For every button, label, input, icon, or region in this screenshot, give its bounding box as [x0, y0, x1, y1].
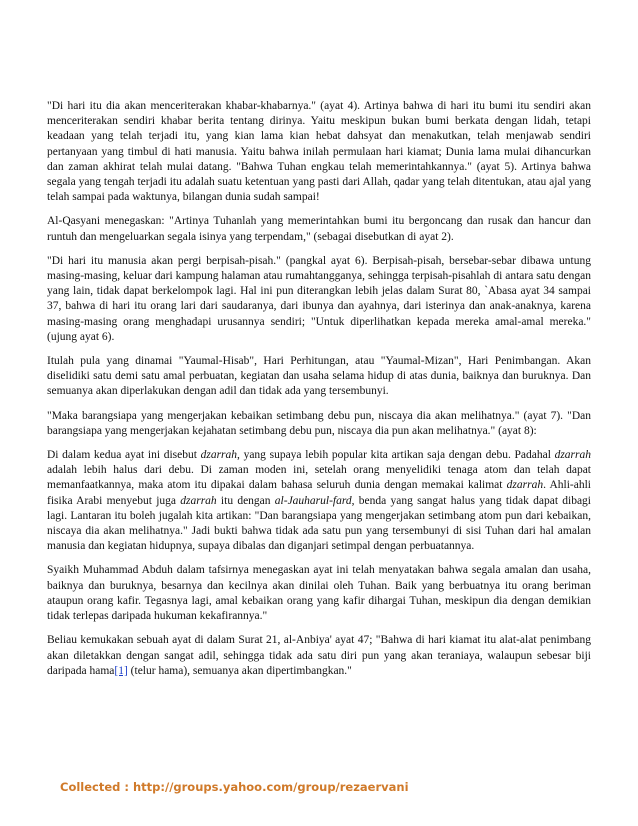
- document-body: [47, 99, 591, 688]
- paragraph-text: adalah lebih halus dari debu. Di zaman moden ini, setelah orang menyelidiki tenaga atom dan telah dapat memanfaatkannya, maka atom itu dipakai dalam bahasa seluruh dunia dengan memakai kalimat: [47, 464, 591, 492]
- paragraph-dzarrah: [47, 448, 591, 554]
- paragraph-ayat-7-8: [47, 409, 591, 439]
- italic-term-dzarrah: dzarrah: [554, 449, 591, 462]
- paragraph-text: "Di hari itu dia akan menceriterakan khabar-khabarnya." (ayat 4). Artinya bahwa di hari itu bumi itu sendiri akan menceriterakan sendiri khabar berita tentang dirinya. Yaitu meskipun bukan bumi berkata dengan lidah, tetapi keadaan yang telah terjadi itu, yang kian lama kian hebat dahsyat dan menakutkan, telah menjawab sendiri pertanyaan yang timbul di hati manusia. Yaitu bahwa inilah permulaan hari kiamat; Dunia lama mulai dihancurkan dan zaman akhirat telah mulai datang. "Bahwa Tuhan engkau telah memerintahkannya." (ayat 5). Artinya bahwa segala yang tengah terjadi itu adalah suatu ketentuan yang pasti dari Allah, qadar yang telah ditentukan, atau ajal yang telah sampai pada waktunya, bilangan dunia sudah sampai!: [47, 100, 591, 204]
- paragraph-text: Di dalam kedua ayat ini disebut: [47, 449, 201, 462]
- paragraph-al-qasyani: [47, 214, 591, 244]
- italic-term-dzarrah: dzarrah: [506, 479, 544, 492]
- paragraph-text: , yang supaya lebih popular kita artikan saja dengan debu. Padahal: [237, 449, 555, 462]
- italic-term-al-jauharul-fard: al-Jauharul-fard: [274, 494, 352, 507]
- paragraph-text: "Di hari itu manusia akan pergi berpisah-pisah." (pangkal ayat 6). Berpisah-pisah, bersebar-sebar dibawa untung masing-masing, keluar dari kampung halaman atau rumahtangganya, sehingga terpisah-pisahlah di antara satu dengan yang lain, tidak dapat berkelompok lagi. Hal ini pun diterangkan lebih jelas dalam Surat 80, `Abasa ayat 34 sampai 37, bahwa di hari itu orang lari dari saudaranya, dari ibunya dan ayahnya, dari isterinya dan anak-anaknya, karena masing-masing orang menghadapi urusannya sendiri; "Untuk diperlihatkan kepada mereka amal-amal mereka." (ujung ayat 6).: [47, 254, 591, 343]
- paragraph-text: . Ahli-ahli fisika Arabi menyebut juga: [47, 479, 592, 507]
- paragraph-muhammad-abduh: [47, 563, 591, 624]
- paragraph-text: Beliau kemukakan sebuah ayat di dalam Surat 21, al-Anbiya' ayat 47; "Bahwa di hari kiamat itu alat-alat penimbang akan diletakkan dengan sangat adil, sehingga tidak ada satu diri pun yang akan teraniaya, walaupun sebesar biji daripada hama: [47, 634, 591, 677]
- paragraph-text: Itulah pula yang dinamai "Yaumal-Hisab", Hari Perhitungan, atau "Yaumal-Mizan", Hari Penimbangan. Akan diselidiki satu demi satu amal perbuatan, kegiatan dan usaha selama hidup di atas dunia, baiknya dan buruknya. Dan semuanya akan diperlakukan dengan adil dan tidak ada yang tersembunyi.: [47, 355, 591, 398]
- paragraph-al-anbiya: [47, 633, 591, 679]
- footnote-link[interactable]: [1]: [114, 664, 128, 677]
- paragraph-text: , benda yang sangat halus yang tidak dapat dibagi lagi. Lantaran itu boleh jugalah kita artikan: "Dan barangsiapa yang mengerjakan setimbang atom pun dari kebaikan, niscaya dia akan melihatnya." Jadi bukti bahwa tidak ada satu pun yang tersembunyi di sisi Tuhan dari hal amalan manusia dan kegiatan hidupnya, supaya dibalas dan diganjari setimpal dengan perbuatannya.: [47, 494, 592, 553]
- paragraph-text: Syaikh Muhammad Abduh dalam tafsirnya menegaskan ayat ini telah menyatakan bahwa segala amalan dan usaha, baiknya dan buruknya, besarnya dan kecilnya akan dinilai oleh Tuhan. Baik yang berbuatnya itu orang beriman ataupun orang kafir. Tegasnya lagi, amal kebaikan orang yang kafir dihargai Tuhan, meskipun dia dengan demikian tidak terlepas daripada hukuman kekafirannya.": [47, 564, 591, 623]
- paragraph-text: itu dengan: [216, 494, 275, 507]
- paragraph-text: Al-Qasyani menegaskan: "Artinya Tuhanlah yang memerintahkan bumi itu bergoncang dan rusak dan hancur dan runtuh dan mengeluarkan segala isinya yang terpendam," (sebagai disebutkan di ayat 2).: [47, 215, 591, 243]
- italic-term-dzarrah: dzarrah: [200, 449, 238, 462]
- italic-term-dzarrah: dzarrah: [180, 494, 217, 507]
- paragraph-yaumal-hisab: [47, 354, 591, 400]
- paragraph-ayat-6: [47, 254, 591, 345]
- paragraph-ayat-4-5: [47, 99, 591, 205]
- footer-collected-text: Collected : http://groups.yahoo.com/group/rezaervani: [60, 780, 409, 794]
- paragraph-text: (telur hama), semuanya akan dipertimbangkan.": [127, 664, 352, 677]
- paragraph-text: "Maka barangsiapa yang mengerjakan kebaikan setimbang debu pun, niscaya dia akan melihatnya." (ayat 7). "Dan barangsiapa yang mengerjakan kejahatan setimbang debu pun, niscaya dia pun akan melihatnya." (ayat 8):: [47, 409, 591, 437]
